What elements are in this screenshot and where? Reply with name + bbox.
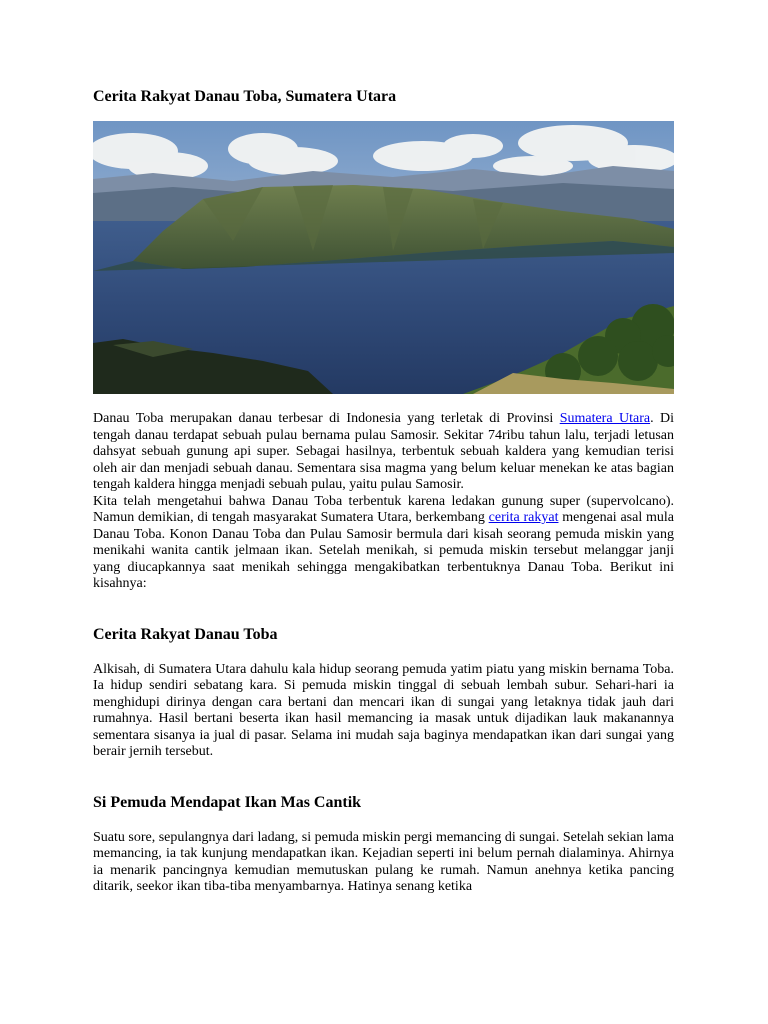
section-heading-ikan-mas: Si Pemuda Mendapat Ikan Mas Cantik [93,793,362,811]
story-paragraph-1: Alkisah, di Sumatera Utara dahulu kala hidup seorang pemuda yatim piatu yang miskin bernama Toba. Ia hidup sendiri sebatang kara. Si pemuda miskin tinggal di sebuah lembah subur. Sehari-hari ia menghidupi dirinya dengan cara bertani dan mencari ikan di sungai yang letaknya tidak jauh dari rumahnya. Hasil bertani beserta ikan hasil memancing ia masak untuk dijadikan lauk makanannya sementara sisanya ia jual di pasar. Selama ini mudah saja baginya mendapatkan ikan dari sungai yang berair jernih tersebut. [93,661,674,759]
section-heading-cerita-rakyat: Cerita Rakyat Danau Toba [93,625,278,643]
intro2-text-before: Kita telah mengetahui bahwa Danau Toba terbentuk karena ledakan gunung super (supervolcano). Namun demikian, di tengah masyarakat Sumatera Utara, berkembang [93,493,674,525]
intro-paragraph-1 [93,411,674,494]
intro2-text-after: mengenai asal mula Danau Toba. Konon Danau Toba dan Pulau Samosir bermula dari kisah seorang pemuda miskin yang menikahi wanita cantik jelmaan ikan. Setelah menikah, si pemuda miskin tersebut melanggar janji yang diucapkannya saat menikah sehingga mengakibatkan terbentuknya Danau Toba. Berikut ini kisahnya: [93,510,674,591]
intro1-text-before: Danau Toba merupakan danau terbesar di Indonesia yang terletak di Provinsi [93,411,560,426]
article-title: Cerita Rakyat Danau Toba, Sumatera Utara [93,88,397,105]
lake-toba-photo [93,121,674,394]
story-paragraph-2: Suatu sore, sepulangnya dari ladang, si pemuda miskin pergi memancing di sungai. Setelah sekian lama memancing, ia tak kunjung mendapatkan ikan. Kejadian seperti ini belum pernah dialaminya. Ahirnya ia menarik pancingnya kemudian memutuskan pulang ke rumah. Namun anehnya ketika pancing ditarik, seekor ikan tiba-tiba menyambarnya. Hatinya senang ketika [93,829,674,894]
intro1-text-after: . Di tengah danau terdapat sebuah pulau bernama pulau Samosir. Sekitar 74ribu tahun lalu, terjadi letusan dahsyat sebuah gunung api super. Sebagai hasilnya, terbentuk sebuah kaldera yang kemudian terisi oleh air dan menjadi sebuah danau. Sementara sisa magma yang belum keluar menekan ke atas bagian tengah kaldera hingga menjadi sebuah pulau, yaitu pulau Samosir. [93,411,674,492]
sumatera-utara-link[interactable]: Sumatera Utara [559,411,651,426]
intro-paragraph-2 [93,494,674,593]
cerita-rakyat-link[interactable]: cerita rakyat [488,510,559,525]
article [93,87,674,896]
